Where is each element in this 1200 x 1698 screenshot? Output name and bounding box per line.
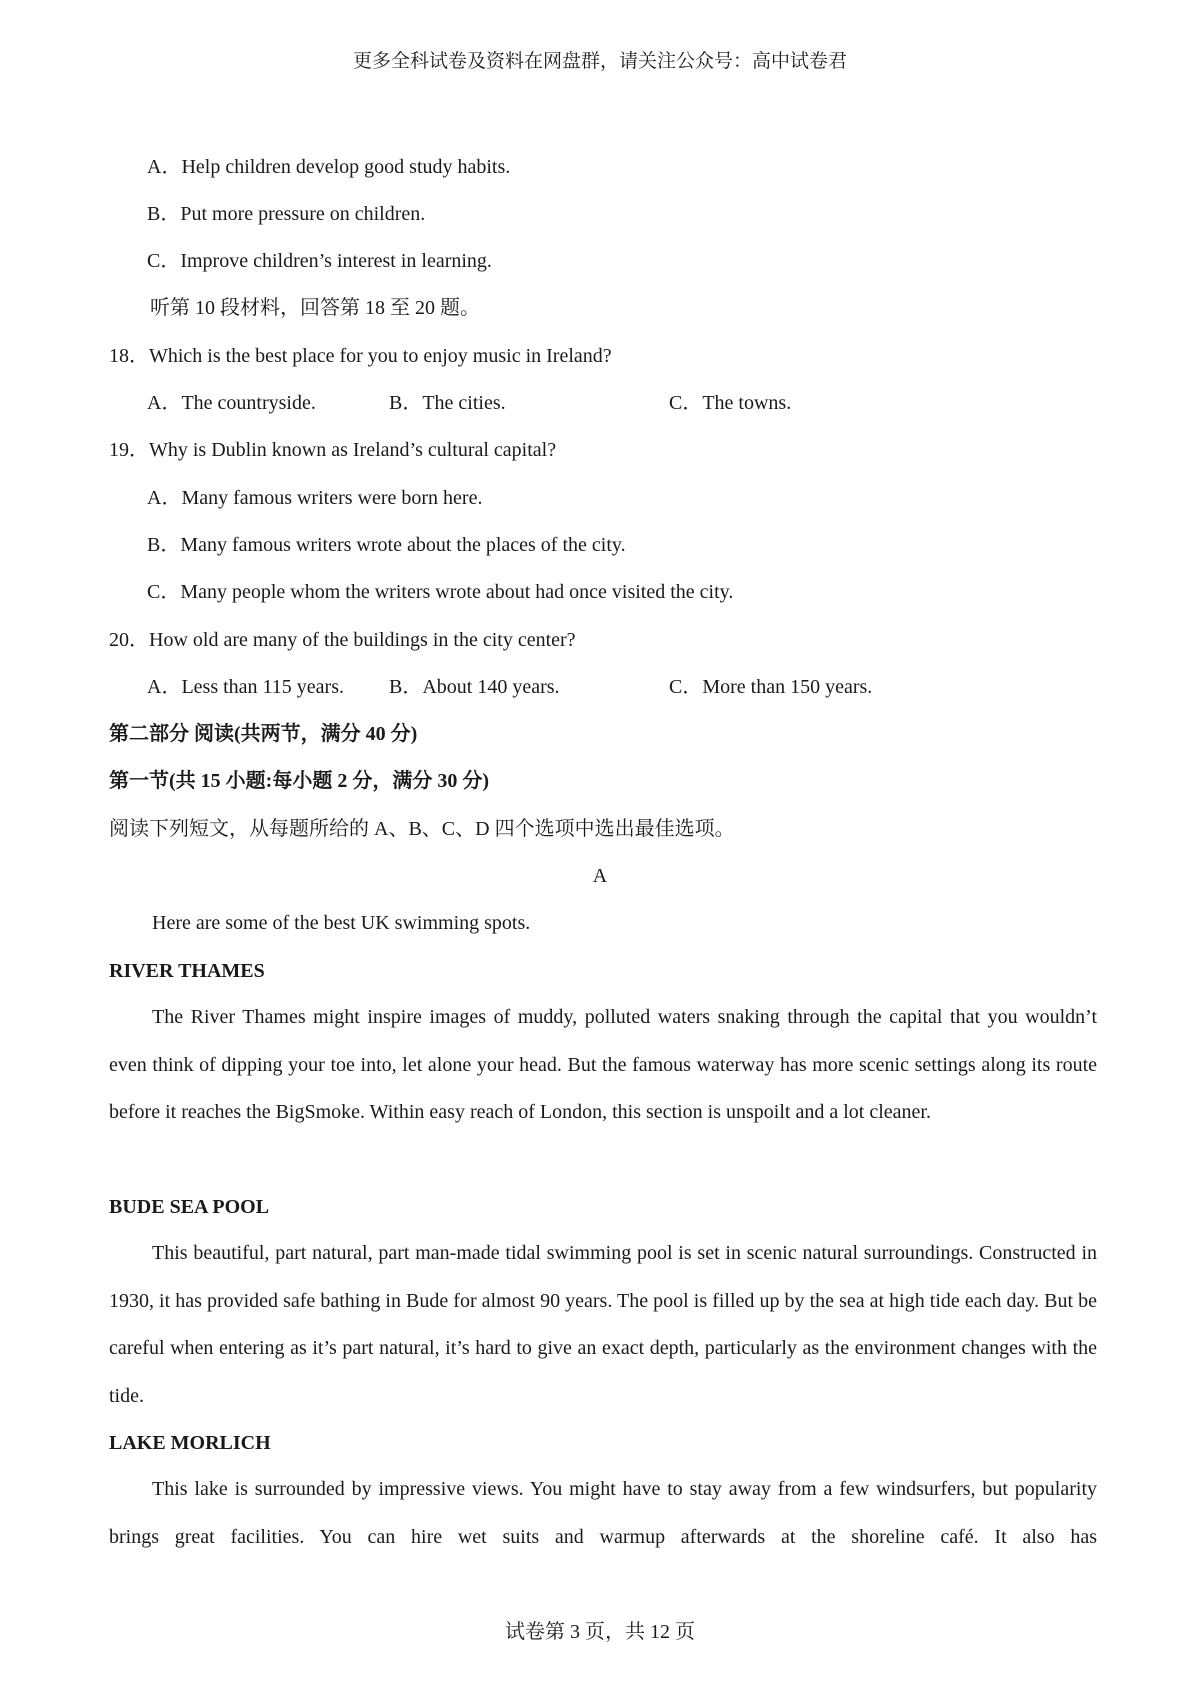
listening-instruction: 听第 10 段材料，回答第 18 至 20 题。 xyxy=(150,297,480,319)
paragraph-bude-sea-pool: This beautiful, part natural, part man-made tidal swimming pool is set in scenic natural surroundings. Constructed in 1930, it has provided safe bathing in Bude for almost 90 years. The pool is filled up by the sea at high tide each day. But be careful when entering as it’s part natural, it’s hard to give an exact depth, particularly as the environment changes with the tide. xyxy=(109,1242,1097,1407)
q17-option-c: C．Improve children’s interest in learning. xyxy=(147,250,492,272)
part2-title: 第二部分 阅读(共两节，满分 40 分) xyxy=(109,723,418,745)
q18-option-b: B．The cities. xyxy=(389,392,506,414)
q20-option-c: C．More than 150 years. xyxy=(669,676,873,698)
q19-stem: 19．Why is Dublin known as Ireland’s cultural capital? xyxy=(109,439,557,461)
passage-intro: Here are some of the best UK swimming spots. xyxy=(152,912,531,934)
page-header-banner: 更多全科试卷及资料在网盘群，请关注公众号：高中试卷君 xyxy=(352,51,847,72)
q18-option-a: A．The countryside. xyxy=(147,392,316,414)
q19-option-c: C．Many people whom the writers wrote about had once visited the city. xyxy=(147,581,734,603)
q18-stem: 18．Which is the best place for you to enjoy music in Ireland? xyxy=(109,345,612,367)
q20-stem: 20．How old are many of the buildings in the city center? xyxy=(109,629,576,651)
q20-option-a: A．Less than 115 years. xyxy=(147,676,344,698)
q19-option-b: B．Many famous writers wrote about the places of the city. xyxy=(147,534,626,556)
q17-option-b: B．Put more pressure on children. xyxy=(147,203,426,225)
heading-river-thames: RIVER THAMES xyxy=(109,960,265,982)
q17-option-a: A．Help children develop good study habits. xyxy=(147,156,511,178)
section1-title: 第一节(共 15 小题:每小题 2 分，满分 30 分) xyxy=(109,770,489,792)
paragraph-lake-morlich: This lake is surrounded by impressive views. You might have to stay away from a few windsurfers, but popularity brings great facilities. You can hire wet suits and warmup afterwards at the shoreline café. It also has xyxy=(109,1478,1097,1548)
paragraph-river-thames: The River Thames might inspire images of muddy, polluted waters snaking through the capital that you wouldn’t even think of dipping your toe into, let alone your head. But the famous waterway has more scenic settings along its route before it reaches the BigSmoke. Within easy reach of London, this section is unspoilt and a lot cleaner. xyxy=(109,1006,1097,1123)
reading-instruction: 阅读下列短文，从每题所给的 A、B、C、D 四个选项中选出最佳选项。 xyxy=(109,818,735,840)
q20-option-b: B．About 140 years. xyxy=(389,676,560,698)
heading-lake-morlich: LAKE MORLICH xyxy=(109,1432,271,1454)
q19-option-a: A．Many famous writers were born here. xyxy=(147,487,483,509)
page-footer: 试卷第 3 页，共 12 页 xyxy=(505,1621,695,1643)
heading-bude-sea-pool: BUDE SEA POOL xyxy=(109,1196,270,1218)
q18-option-c: C．The towns. xyxy=(669,392,792,414)
passage-label: A xyxy=(592,865,608,887)
